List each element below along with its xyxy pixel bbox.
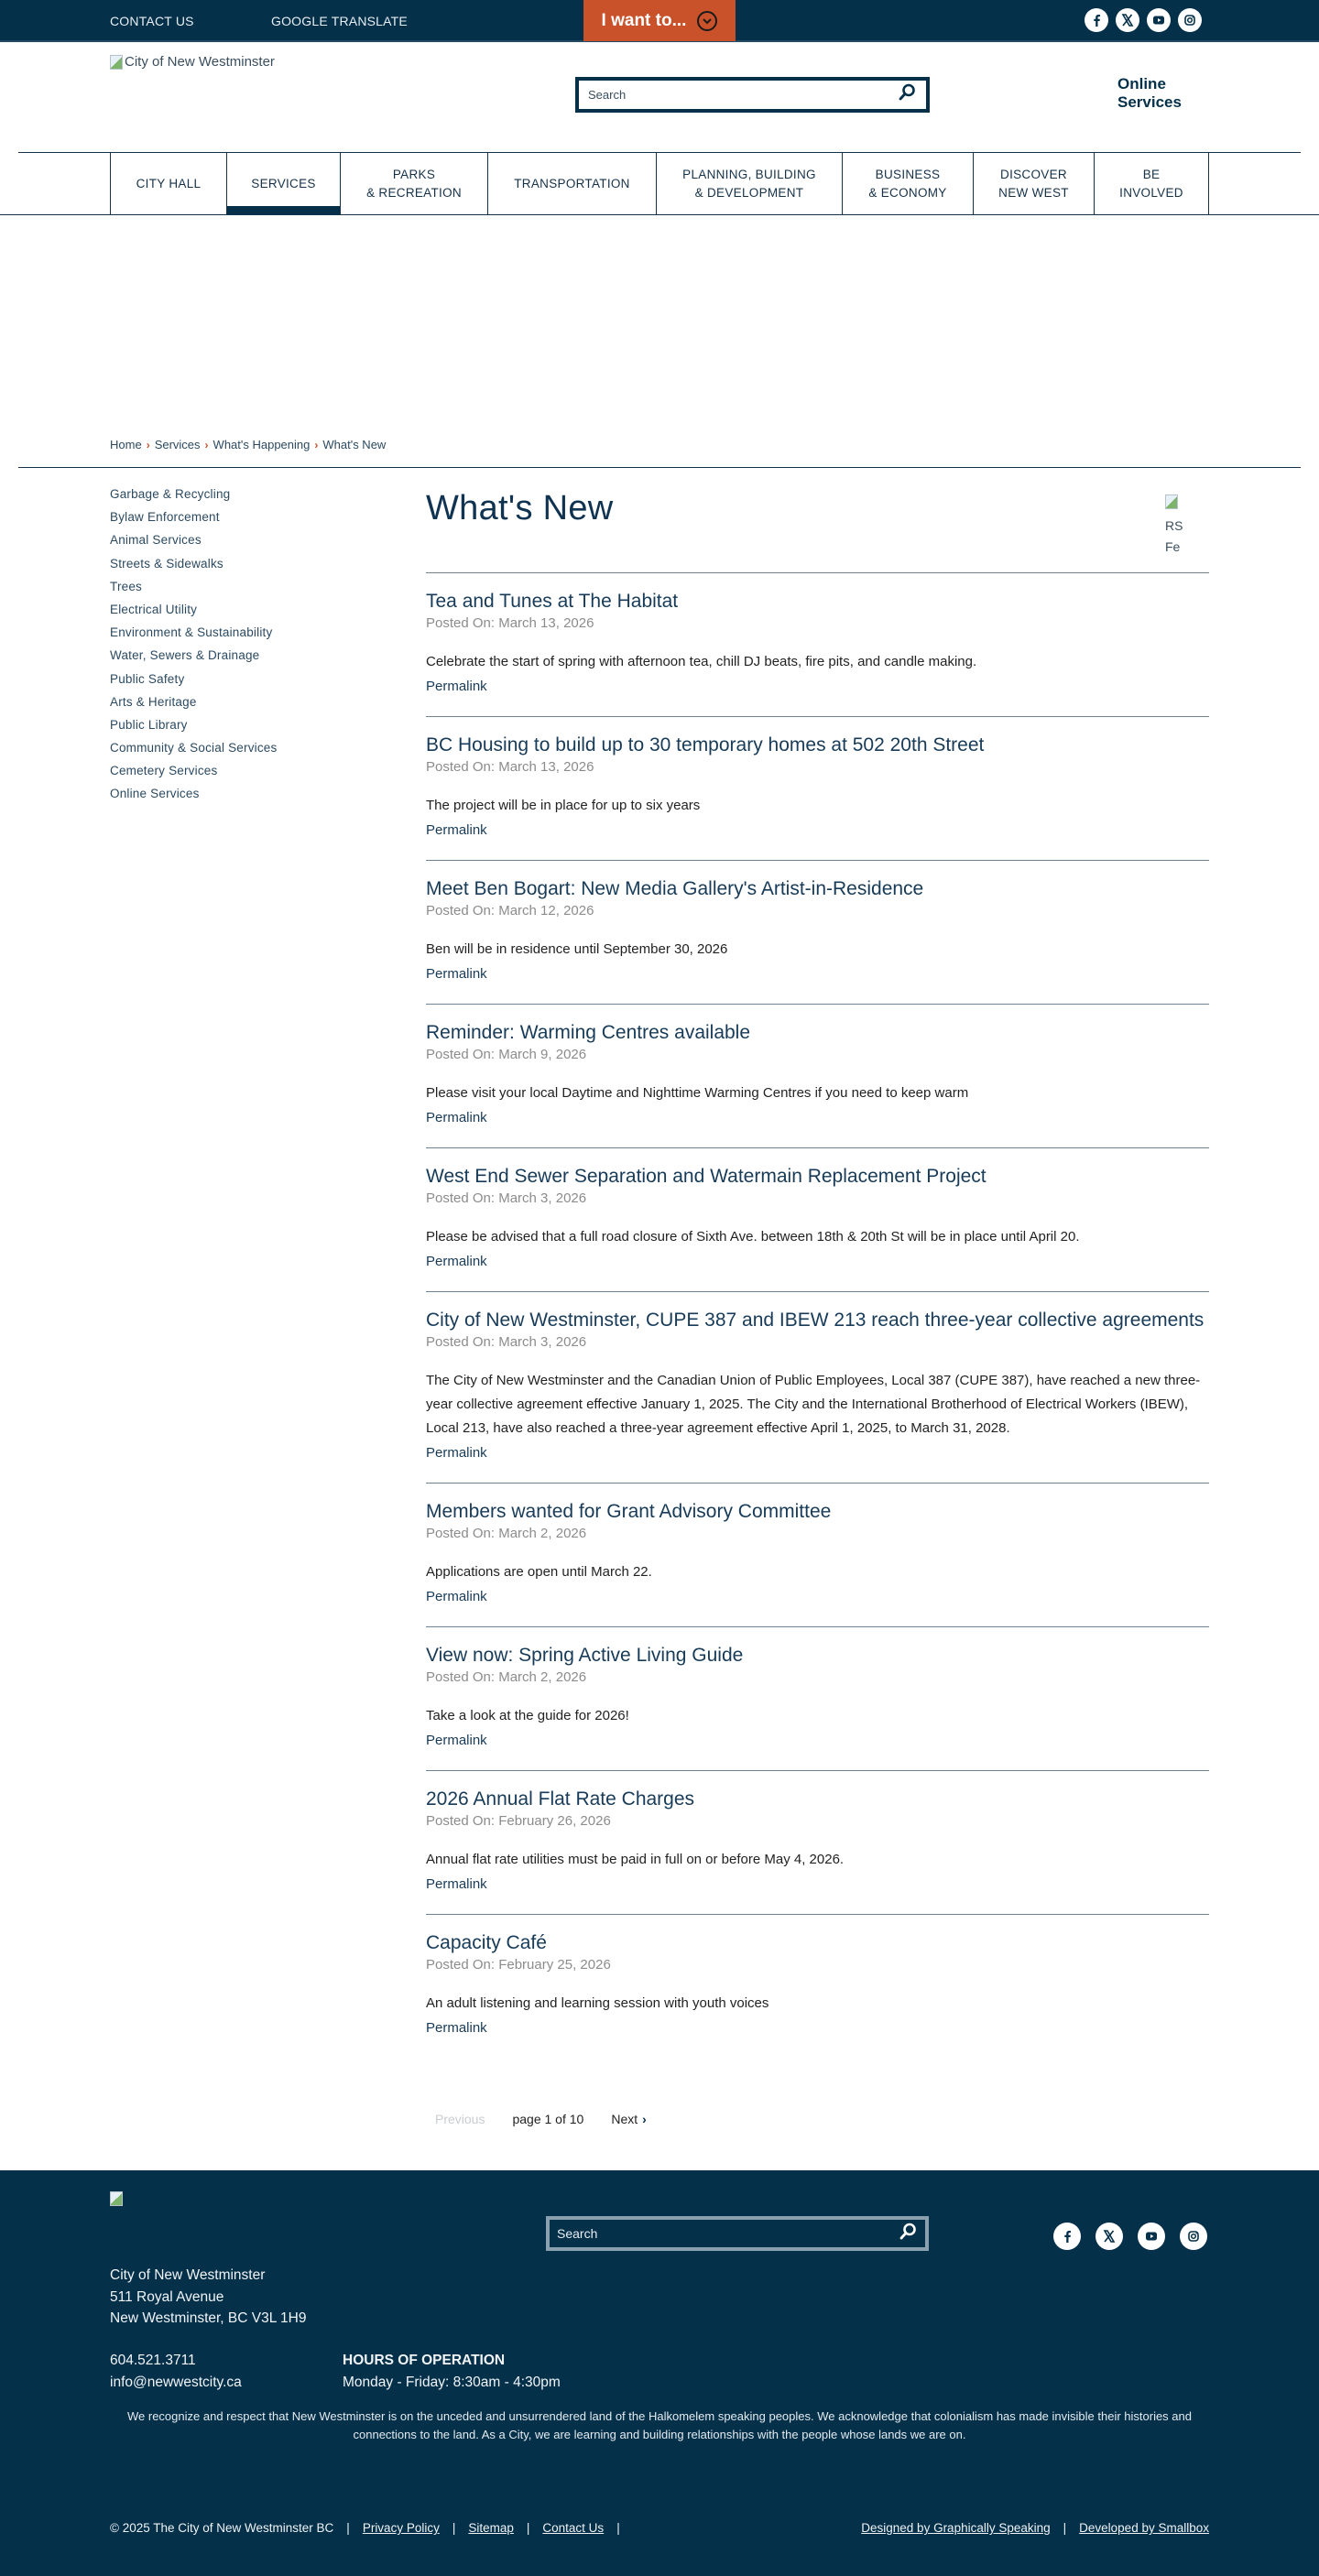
- news-item-date: Posted On: March 13, 2026: [426, 759, 594, 775]
- search-icon[interactable]: [898, 2222, 918, 2246]
- sidebar-item-water-sewers-drainage[interactable]: Water, Sewers & Drainage: [110, 648, 260, 663]
- nav-label: BUSINESS & ECONOMY: [868, 167, 947, 200]
- rss-alt-text: Fe: [1165, 539, 1181, 554]
- social-links: [1085, 8, 1202, 32]
- breadcrumb: [110, 438, 386, 451]
- contact-us-footer-link[interactable]: Contact Us: [542, 2521, 605, 2535]
- footer-credits: [861, 2521, 1209, 2535]
- sidebar-item-public-safety[interactable]: Public Safety: [110, 671, 185, 686]
- news-item-title[interactable]: 2026 Annual Flat Rate Charges: [426, 1788, 695, 1810]
- news-item: [426, 1004, 1209, 1147]
- hours-text: Monday - Friday: 8:30am - 4:30pm: [343, 2374, 561, 2390]
- permalink-link[interactable]: Permalink: [426, 822, 487, 838]
- chevron-down-icon: [697, 11, 717, 31]
- nav-label: CITY HALL: [136, 176, 202, 190]
- news-item-summary: Celebrate the start of spring with afternoon tea, chill DJ beats, fire pits, and candle making.: [426, 654, 977, 669]
- breadcrumb-divider: [18, 467, 1301, 468]
- footer-contact: [110, 2350, 242, 2393]
- nav-transportation[interactable]: [488, 152, 657, 215]
- news-item-title[interactable]: West End Sewer Separation and Watermain Replacement Project: [426, 1166, 987, 1187]
- news-item-title[interactable]: Meet Ben Bogart: New Media Gallery's Artist-in-Residence: [426, 878, 924, 899]
- contact-us-link[interactable]: CONTACT US: [110, 14, 194, 28]
- address-line: City of New Westminster: [110, 2267, 266, 2283]
- nav-be-involved[interactable]: [1095, 152, 1209, 215]
- rss-feed-link[interactable]: [1165, 495, 1185, 558]
- news-item-title[interactable]: BC Housing to build up to 30 temporary homes at 502 20th Street: [426, 734, 985, 755]
- divider: |: [616, 2521, 620, 2535]
- permalink-link[interactable]: Permalink: [426, 966, 487, 982]
- chevron-right-icon: ›: [642, 2112, 647, 2126]
- news-item-date: Posted On: March 9, 2026: [426, 1047, 587, 1062]
- sidebar-item-environment-sustainability[interactable]: Environment & Sustainability: [110, 625, 273, 640]
- divider: |: [526, 2521, 530, 2535]
- nav-planning-building-development[interactable]: [657, 152, 843, 215]
- developed-by-link[interactable]: Developed by Smallbox: [1079, 2521, 1209, 2535]
- news-item-summary: The City of New Westminster and the Canadian Union of Public Employees, Local 387 (CUPE 387), have reached a new three-year collective agreement effective January 1, 2025. The City and the International Brotherhood of Electrical Workers (IBEW), Local 213, have also reached a three-year agreement effective April 1, 2025, to March 31, 2028.: [426, 1373, 1201, 1436]
- next-page-button[interactable]: [611, 2112, 646, 2126]
- sidebar-item-public-library[interactable]: Public Library: [110, 717, 188, 732]
- instagram-icon[interactable]: [1178, 8, 1202, 32]
- breadcrumb-home[interactable]: Home: [110, 438, 142, 451]
- footer-logo-icon: [110, 2191, 123, 2206]
- news-item: [426, 1914, 1209, 2058]
- hours-heading: HOURS OF OPERATION: [343, 2353, 506, 2368]
- header-search: [575, 77, 930, 113]
- site-logo[interactable]: [110, 54, 275, 70]
- address-line: 511 Royal Avenue: [110, 2288, 224, 2305]
- privacy-policy-link[interactable]: Privacy Policy: [362, 2521, 440, 2535]
- news-item-summary: Please be advised that a full road closure of Sixth Ave. between 18th & 20th St will be in place until April 20.: [426, 1229, 1080, 1245]
- news-item-summary: Please visit your local Daytime and Nighttime Warming Centres if you need to keep warm: [426, 1085, 969, 1101]
- permalink-link[interactable]: Permalink: [426, 1445, 487, 1461]
- chevron-right-icon: ›: [146, 438, 150, 451]
- address-line: New Westminster, BC V3L 1H9: [110, 2310, 307, 2326]
- google-translate-link[interactable]: GOOGLE TRANSLATE: [271, 14, 408, 28]
- news-item-date: Posted On: March 2, 2026: [426, 1526, 587, 1541]
- nav-label: TRANSPORTATION: [514, 176, 630, 190]
- news-item-title[interactable]: Members wanted for Grant Advisory Committee: [426, 1501, 832, 1522]
- news-item-title[interactable]: Tea and Tunes at The Habitat: [426, 591, 679, 612]
- utility-bar: [0, 0, 1319, 42]
- permalink-link[interactable]: Permalink: [426, 1733, 487, 1748]
- sidebar-item-bylaw-enforcement[interactable]: Bylaw Enforcement: [110, 510, 220, 525]
- x-twitter-icon[interactable]: [1116, 8, 1139, 32]
- i-want-to-label: I want to...: [601, 10, 687, 30]
- designed-by-link[interactable]: Designed by Graphically Speaking: [861, 2521, 1051, 2535]
- chevron-right-icon: ›: [204, 438, 209, 451]
- online-services-line2: Services: [1117, 93, 1182, 111]
- pagination: [435, 2112, 647, 2126]
- news-item-summary: Take a look at the guide for 2026!: [426, 1708, 629, 1723]
- nav-business-economy[interactable]: [843, 152, 974, 215]
- breadcrumb-services[interactable]: Services: [154, 438, 201, 451]
- permalink-link[interactable]: Permalink: [426, 679, 487, 694]
- nav-services[interactable]: [227, 152, 341, 215]
- sidebar-item-arts-heritage[interactable]: Arts & Heritage: [110, 694, 197, 709]
- sidebar-item-streets-sidewalks[interactable]: Streets & Sidewalks: [110, 556, 223, 571]
- online-services-link[interactable]: [1117, 75, 1182, 112]
- nav-label: BE INVOLVED: [1119, 167, 1183, 200]
- sidebar-item-electrical-utility[interactable]: Electrical Utility: [110, 602, 198, 616]
- divider: |: [346, 2521, 350, 2535]
- nav-label: PLANNING, BUILDING & DEVELOPMENT: [682, 167, 816, 200]
- footer-search-input[interactable]: Search: [557, 2226, 598, 2241]
- news-item: [426, 1770, 1209, 1914]
- page-indicator: page 1 of 10: [512, 2112, 584, 2126]
- nav-discover-new-west[interactable]: [974, 152, 1095, 215]
- sitemap-link[interactable]: Sitemap: [468, 2521, 514, 2535]
- footer-hours: [343, 2350, 561, 2393]
- sidebar-item-animal-services[interactable]: Animal Services: [110, 533, 202, 548]
- nav-label: SERVICES: [251, 176, 316, 190]
- logo-image-icon: [110, 55, 123, 70]
- permalink-link[interactable]: Permalink: [426, 1876, 487, 1892]
- nav-label: DISCOVER NEW WEST: [998, 167, 1069, 200]
- news-item-title[interactable]: City of New Westminster, CUPE 387 and IBEW 213 reach three-year collective agreements: [426, 1310, 1205, 1331]
- footer-address: [110, 2265, 307, 2330]
- footer-legal: [110, 2521, 620, 2535]
- news-item-title[interactable]: Reminder: Warming Centres available: [426, 1022, 751, 1043]
- search-input[interactable]: Search: [588, 88, 627, 102]
- logo-alt-text: City of New Westminster: [125, 54, 275, 70]
- rss-alt-text: RS: [1165, 518, 1183, 533]
- phone-link[interactable]: 604.521.3711: [110, 2353, 196, 2368]
- sidebar-nav: [110, 487, 385, 810]
- facebook-icon[interactable]: [1085, 8, 1108, 32]
- breadcrumb-whats-happening[interactable]: What's Happening: [213, 438, 311, 451]
- permalink-link[interactable]: Permalink: [426, 1589, 487, 1604]
- news-item-date: Posted On: February 25, 2026: [426, 1957, 611, 1973]
- news-item-date: Posted On: March 3, 2026: [426, 1334, 587, 1350]
- page-title: What's New: [426, 489, 614, 527]
- search-icon[interactable]: [897, 82, 917, 107]
- sidebar-item-community-social-services[interactable]: Community & Social Services: [110, 741, 278, 755]
- news-item: [426, 716, 1209, 860]
- sidebar-item-online-services[interactable]: Online Services: [110, 787, 200, 801]
- news-item-summary: Annual flat rate utilities must be paid in full on or before May 4, 2026.: [426, 1852, 845, 1867]
- news-item-date: Posted On: March 12, 2026: [426, 903, 594, 918]
- breadcrumb-current: What's New: [322, 438, 387, 451]
- x-twitter-icon[interactable]: [1096, 2223, 1123, 2250]
- sidebar-item-cemetery-services[interactable]: Cemetery Services: [110, 764, 218, 778]
- main-nav: [110, 152, 1209, 215]
- email-link[interactable]: info@newwestcity.ca: [110, 2374, 242, 2390]
- facebook-icon[interactable]: [1053, 2223, 1081, 2250]
- permalink-link[interactable]: Permalink: [426, 1110, 487, 1125]
- permalink-link[interactable]: Permalink: [426, 2020, 487, 2036]
- news-item-title[interactable]: View now: Spring Active Living Guide: [426, 1645, 744, 1666]
- instagram-icon[interactable]: [1180, 2223, 1207, 2250]
- news-item-summary: Applications are open until March 22.: [426, 1564, 652, 1580]
- divider: |: [452, 2521, 456, 2535]
- copyright: © 2025 The City of New Westminster BC: [110, 2521, 334, 2535]
- nav-city-hall[interactable]: [111, 152, 227, 215]
- site-footer: [0, 2170, 1319, 2576]
- youtube-icon[interactable]: [1138, 2223, 1165, 2250]
- news-item-title[interactable]: Capacity Café: [426, 1932, 547, 1953]
- divider: |: [1063, 2521, 1067, 2535]
- news-item: [426, 1626, 1209, 1770]
- news-item-summary: Ben will be in residence until September 30, 2026: [426, 941, 728, 957]
- news-item-date: Posted On: March 3, 2026: [426, 1190, 587, 1206]
- rss-icon: [1165, 495, 1178, 509]
- youtube-icon[interactable]: [1147, 8, 1171, 32]
- news-item-summary: An adult listening and learning session with youth voices: [426, 1995, 769, 2011]
- news-item: [426, 572, 1209, 716]
- news-item-date: Posted On: February 26, 2026: [426, 1813, 611, 1829]
- previous-page-button[interactable]: Previous: [435, 2112, 485, 2126]
- news-item: [426, 1291, 1209, 1483]
- news-item: [426, 1147, 1209, 1291]
- i-want-to-dropdown[interactable]: [583, 0, 736, 41]
- sidebar-item-garbage-recycling[interactable]: Garbage & Recycling: [110, 487, 231, 501]
- news-item: [426, 860, 1209, 1004]
- next-label: Next: [611, 2112, 638, 2126]
- nav-parks-recreation[interactable]: [341, 152, 488, 215]
- main-content: [426, 485, 1209, 2058]
- footer-search: [546, 2216, 929, 2251]
- news-item-summary: The project will be in place for up to six years: [426, 798, 701, 813]
- land-acknowledgement: We recognize and respect that New Westminster is on the unceded and unsurrendered land of the Halkomelem speaking peoples. We acknowledge that colonialism has made invisible their histories and connections to the land. As a City, we are learning and building relationships with the people whose lands we are on.: [127, 2409, 1192, 2441]
- news-item: [426, 1483, 1209, 1626]
- sidebar-item-trees[interactable]: Trees: [110, 579, 143, 593]
- news-item-date: Posted On: March 2, 2026: [426, 1669, 587, 1685]
- chevron-right-icon: ›: [314, 438, 319, 451]
- online-services-line1: Online: [1117, 75, 1166, 92]
- permalink-link[interactable]: Permalink: [426, 1254, 487, 1269]
- nav-label: PARKS & RECREATION: [366, 167, 462, 200]
- footer-social-links: [1053, 2223, 1207, 2250]
- news-item-date: Posted On: March 13, 2026: [426, 615, 594, 631]
